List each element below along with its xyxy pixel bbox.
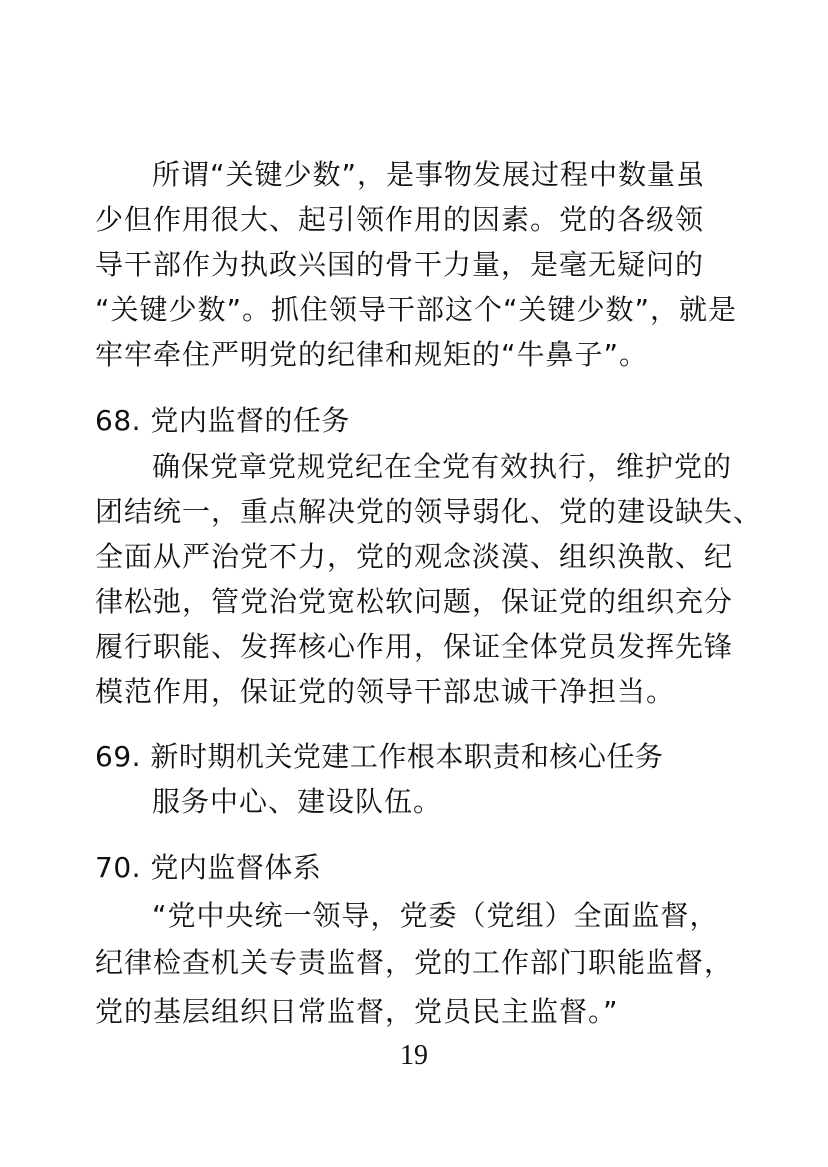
paragraph-line: 服务中心、建设队伍。 — [152, 785, 443, 818]
paragraph-line: 党的基层组织日常监督，党员民主监督。” — [95, 995, 619, 1028]
paragraph-line: 牢牢牵住严明党的纪律和规矩的“牛鼻子”。 — [95, 338, 649, 371]
paragraph-line: 导干部作为执政兴国的骨干力量，是毫无疑问的 — [95, 248, 705, 281]
paragraph-line: 履行职能、发挥核心作用，保证全体党员发挥先锋 — [95, 630, 734, 663]
paragraph-line: 纪律检查机关专责监督，党的工作部门职能监督， — [95, 946, 734, 979]
paragraph-line: 确保党章党规党纪在全党有效执行，维护党的 — [152, 450, 733, 483]
paragraph-line: 模范作用，保证党的领导干部忠诚干净担当。 — [95, 675, 676, 708]
section-heading: 69. 新时期机关党建工作根本职责和核心任务 — [95, 740, 664, 773]
section-heading: 70. 党内监督体系 — [95, 851, 322, 884]
paragraph-line: 团结统一，重点解决党的领导弱化、党的建设缺失、 — [95, 495, 763, 528]
paragraph-line: “关键少数”。抓住领导干部这个“关键少数”，就是 — [95, 293, 738, 326]
paragraph-line: 少但作用很大、起引领作用的因素。党的各级领 — [95, 203, 705, 236]
paragraph-line: 全面从严治党不力，党的观念淡漠、组织涣散、纪 — [95, 540, 734, 573]
paragraph-line: “党中央统一领导，党委（党组）全面监督， — [152, 899, 719, 932]
section-heading: 68. 党内监督的任务 — [95, 404, 350, 437]
paragraph-line: 所谓“关键少数”，是事物发展过程中数量虽 — [152, 158, 706, 191]
paragraph-line: 律松弛，管党治党宽松软问题，保证党的组织充分 — [95, 585, 734, 618]
page-number: 19 — [400, 1040, 428, 1071]
